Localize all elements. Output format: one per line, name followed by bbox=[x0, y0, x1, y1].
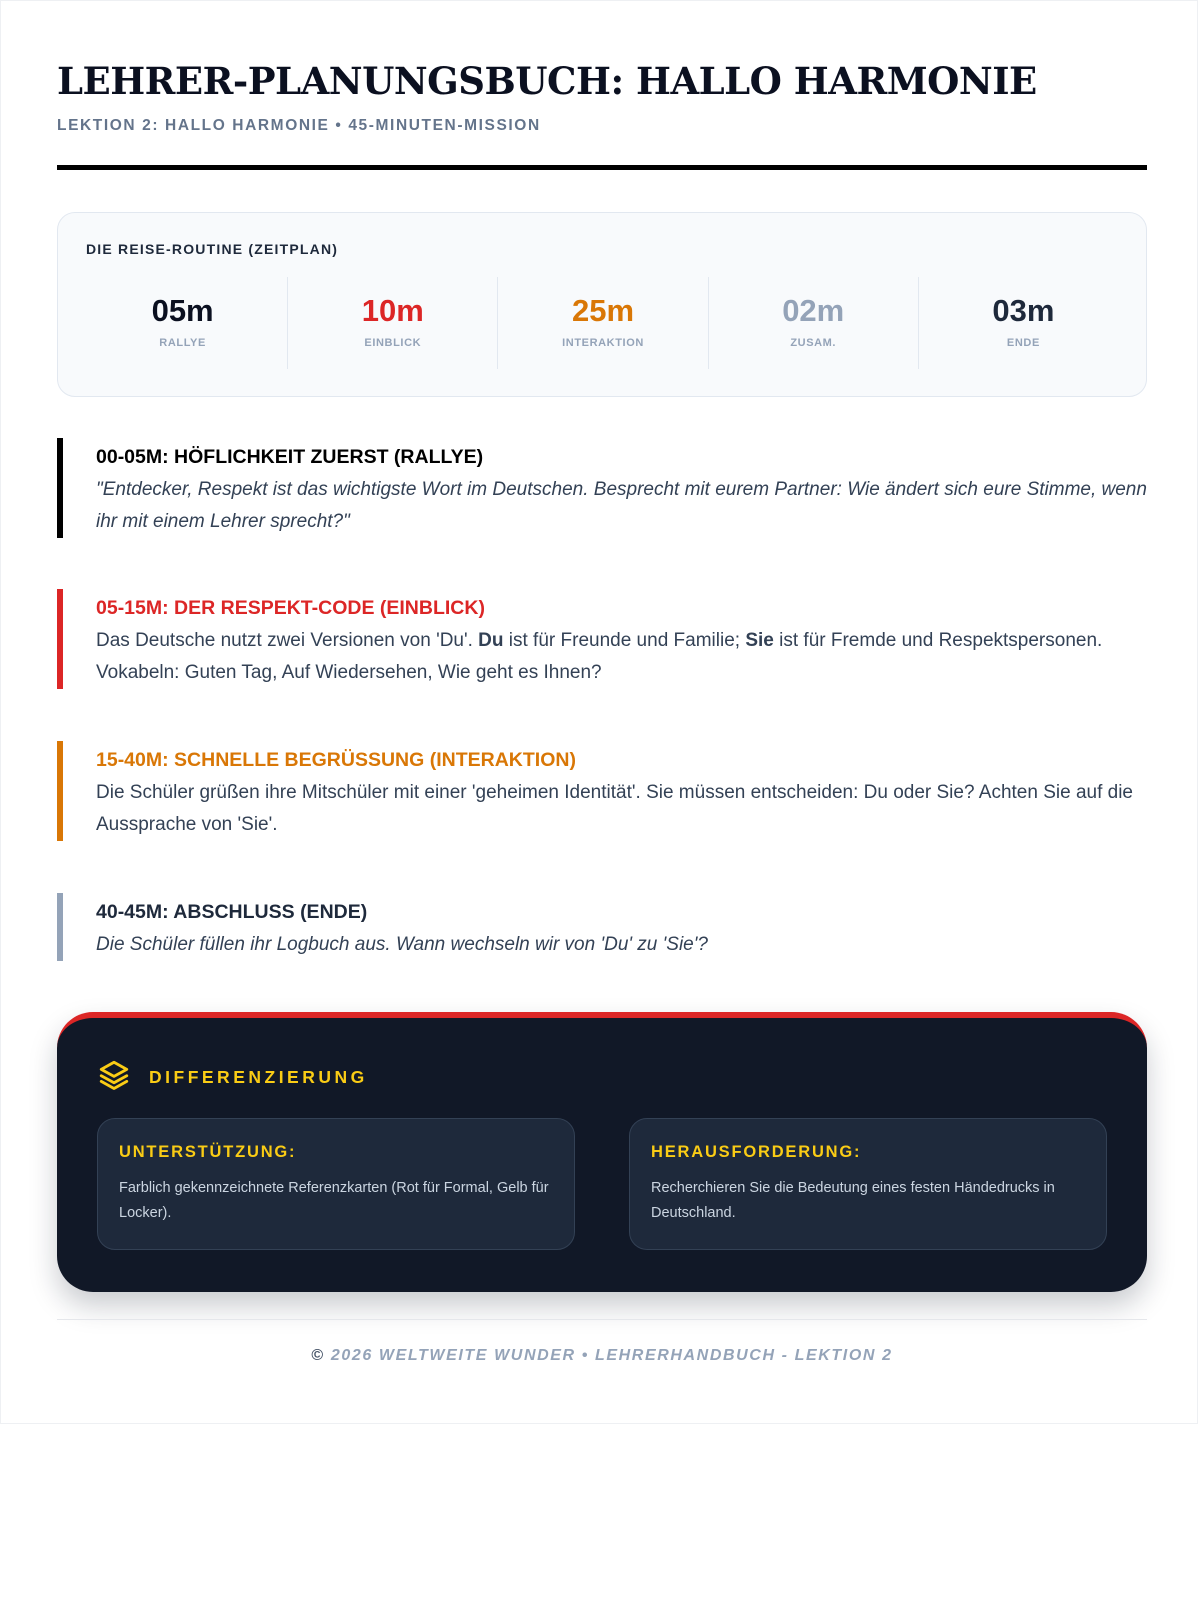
slot-label: EINBLICK bbox=[364, 337, 422, 349]
copyright-symbol: © bbox=[311, 1347, 325, 1364]
differentiation-panel bbox=[57, 1012, 1147, 1292]
section-abschluss bbox=[57, 893, 1147, 961]
challenge-body: Recherchieren Sie die Bedeutung eines festen Händedrucks in Deutschland. bbox=[651, 1180, 1055, 1221]
section-body: "Entdecker, Respekt ist das wichtigste Wort im Deutschen. Besprecht mit eurem Partner: Wie ändert sich eure Stimme, wenn ihr mit einem Lehrer sprecht?" bbox=[96, 479, 1147, 532]
slot-duration: 05m bbox=[151, 293, 214, 328]
slot-label: RALLYE bbox=[159, 337, 206, 349]
support-body: Farblich gekennzeichnete Referenzkarten (Rot für Formal, Gelb für Locker). bbox=[119, 1180, 549, 1221]
schedule-title: DIE REISE-ROUTINE (ZEITPLAN) bbox=[86, 241, 339, 257]
body-text: ist für Freunde und Familie; bbox=[503, 630, 746, 651]
schedule-slot-interaktion bbox=[497, 277, 707, 369]
schedule-slot-einblick bbox=[287, 277, 497, 369]
title-divider bbox=[57, 165, 1147, 170]
page-title: LEHRER-PLANUNGSBUCH: HALLO HARMONIE bbox=[57, 59, 1037, 103]
page-subtitle: LEKTION 2: HALLO HARMONIE • 45-MINUTEN-MISSION bbox=[57, 117, 541, 134]
slot-label: ZUSAM. bbox=[790, 337, 837, 349]
footer-text: 2026 WELTWEITE WUNDER • LEHRERHANDBUCH - LEKTION 2 bbox=[330, 1347, 893, 1364]
slot-duration: 03m bbox=[992, 293, 1055, 328]
section-heading: 15-40M: SCHNELLE BEGRÜSSUNG (INTERAKTION) bbox=[96, 749, 576, 771]
section-heading: 00-05M: HÖFLICHKEIT ZUERST (RALLYE) bbox=[96, 446, 484, 468]
section-body: Die Schüler grüßen ihre Mitschüler mit einer 'geheimen Identität'. Sie müssen entscheiden: Du oder Sie? Achten Sie auf die Aussprache von 'Sie'. bbox=[96, 782, 1133, 835]
challenge-heading: HERAUSFORDERUNG: bbox=[651, 1143, 862, 1161]
differentiation-header bbox=[97, 1058, 368, 1097]
section-rallye bbox=[57, 438, 1147, 538]
body-text: Das Deutsche nutzt zwei Versionen von 'Du'. bbox=[96, 630, 479, 651]
schedule-panel bbox=[57, 212, 1147, 397]
schedule-slot-zusam bbox=[708, 277, 918, 369]
body-text: ist für Fremde und Respektspersonen. Vokabeln: Guten Tag, Auf Wiedersehen, Wie geht es Ihnen? bbox=[96, 630, 1103, 683]
section-einblick bbox=[57, 589, 1147, 689]
section-heading: 05-15M: DER RESPEKT-CODE (EINBLICK) bbox=[96, 597, 485, 619]
slot-duration: 25m bbox=[571, 293, 635, 328]
schedule-slot-rallye bbox=[78, 277, 287, 369]
support-card bbox=[97, 1118, 575, 1250]
schedule-row bbox=[78, 277, 1128, 369]
body-bold-du: Du bbox=[478, 630, 504, 651]
slot-label: ENDE bbox=[1006, 337, 1040, 349]
challenge-card bbox=[629, 1118, 1107, 1250]
section-body bbox=[96, 625, 1147, 689]
slot-duration: 02m bbox=[782, 293, 845, 328]
slot-label: INTERAKTION bbox=[562, 337, 644, 349]
footer bbox=[57, 1347, 1147, 1365]
differentiation-title: DIFFERENZIERUNG bbox=[149, 1067, 368, 1087]
section-heading: 40-45M: ABSCHLUSS (ENDE) bbox=[96, 901, 368, 923]
slot-duration: 10m bbox=[361, 293, 424, 328]
schedule-slot-ende bbox=[918, 277, 1128, 369]
body-bold-sie: Sie bbox=[745, 630, 774, 651]
section-body: Die Schüler füllen ihr Logbuch aus. Wann wechseln wir von 'Du' zu 'Sie'? bbox=[96, 934, 708, 955]
section-interaktion bbox=[57, 741, 1147, 841]
support-heading: UNTERSTÜTZUNG: bbox=[119, 1143, 297, 1161]
footer-divider bbox=[57, 1319, 1147, 1320]
layers-icon bbox=[97, 1058, 131, 1097]
